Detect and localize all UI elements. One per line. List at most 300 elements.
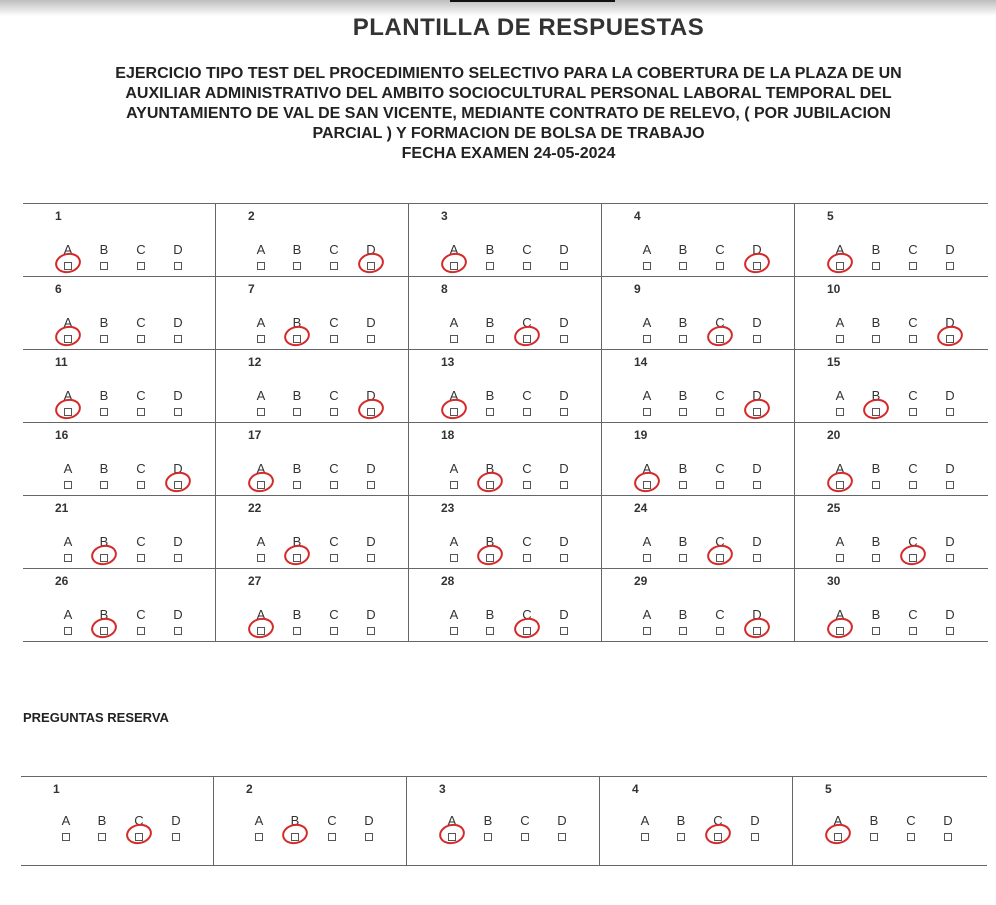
answer-checkbox[interactable] (293, 481, 301, 489)
option-letter: C (715, 534, 725, 549)
option-c (520, 608, 534, 635)
answer-checkbox[interactable] (946, 481, 954, 489)
answer-checkbox[interactable] (367, 335, 375, 343)
option-letter: B (871, 242, 881, 257)
option-c (713, 243, 727, 270)
option-letter: C (329, 242, 339, 257)
option-letter: C (329, 534, 339, 549)
answer-checkbox[interactable] (174, 554, 182, 562)
option-d (748, 814, 762, 841)
option-letter: D (366, 534, 376, 549)
answer-checkbox[interactable] (560, 481, 568, 489)
main-question-cell (795, 350, 988, 422)
question-number: 24 (634, 501, 648, 515)
option-a (640, 243, 654, 270)
answer-checkbox[interactable] (643, 408, 651, 416)
option-letter: A (835, 315, 845, 330)
answer-checkbox[interactable] (560, 408, 568, 416)
option-a (831, 814, 845, 841)
option-c (327, 243, 341, 270)
answer-mark-circle (356, 397, 386, 422)
option-letter: A (835, 607, 845, 622)
option-b (95, 814, 109, 841)
answer-checkbox[interactable] (137, 481, 145, 489)
option-c (325, 814, 339, 841)
option-letter: A (63, 461, 73, 476)
option-letter: A (63, 388, 73, 403)
option-b (867, 814, 881, 841)
answer-checkbox[interactable] (257, 262, 265, 270)
option-d (750, 608, 764, 635)
main-question-cell (216, 204, 409, 276)
question-number: 1 (55, 209, 62, 223)
option-a (833, 535, 847, 562)
answer-checkbox[interactable] (560, 262, 568, 270)
answer-mark-circle (823, 822, 853, 847)
answer-checkbox[interactable] (716, 627, 724, 635)
option-letter: B (292, 607, 302, 622)
option-letter: D (752, 242, 762, 257)
option-b (97, 608, 111, 635)
option-d (750, 462, 764, 489)
main-question-cell (409, 277, 602, 349)
answer-checkbox[interactable] (946, 627, 954, 635)
question-number: 28 (441, 574, 455, 588)
option-letter: A (254, 813, 264, 828)
option-letter: A (449, 534, 459, 549)
option-letter: B (292, 461, 302, 476)
answer-checkbox[interactable] (330, 627, 338, 635)
main-question-cell (23, 350, 216, 422)
option-letter: A (63, 607, 73, 622)
option-letter: D (559, 461, 569, 476)
option-letter: B (871, 388, 881, 403)
answer-checkbox[interactable] (450, 481, 458, 489)
question-number: 3 (439, 782, 446, 796)
answer-checkbox[interactable] (328, 833, 336, 841)
option-c (520, 535, 534, 562)
option-letter: C (329, 388, 339, 403)
answer-checkbox[interactable] (486, 262, 494, 270)
option-letter: B (485, 534, 495, 549)
answer-row (23, 423, 988, 496)
question-number: 8 (441, 282, 448, 296)
option-d (171, 316, 185, 343)
option-a (254, 608, 268, 635)
answer-checkbox[interactable] (293, 627, 301, 635)
option-c (134, 389, 148, 416)
option-letter: D (366, 242, 376, 257)
option-d (750, 389, 764, 416)
option-letter: A (835, 534, 845, 549)
answer-checkbox[interactable] (716, 481, 724, 489)
answer-row (23, 350, 988, 423)
option-letter: D (752, 607, 762, 622)
answer-checkbox[interactable] (679, 554, 687, 562)
option-letter: B (678, 315, 688, 330)
option-letter: B (871, 461, 881, 476)
option-letter: C (136, 461, 146, 476)
option-a (640, 462, 654, 489)
option-letter: A (835, 461, 845, 476)
option-b (676, 389, 690, 416)
option-letter: D (366, 388, 376, 403)
answer-checkbox[interactable] (641, 833, 649, 841)
answer-checkbox[interactable] (450, 335, 458, 343)
main-question-cell (795, 569, 988, 641)
option-a (833, 462, 847, 489)
answer-checkbox[interactable] (716, 408, 724, 416)
option-a (252, 814, 266, 841)
answer-checkbox[interactable] (872, 627, 880, 635)
option-d (750, 535, 764, 562)
answer-checkbox[interactable] (836, 335, 844, 343)
option-letter: C (520, 813, 530, 828)
option-a (833, 243, 847, 270)
answer-checkbox[interactable] (64, 627, 72, 635)
answer-checkbox[interactable] (716, 262, 724, 270)
answer-checkbox[interactable] (174, 262, 182, 270)
option-b (869, 389, 883, 416)
option-letter: B (292, 388, 302, 403)
answer-mark-circle (742, 616, 772, 641)
option-a (59, 814, 73, 841)
option-letter: D (945, 388, 955, 403)
question-number: 9 (634, 282, 641, 296)
option-letter: B (485, 388, 495, 403)
answer-checkbox[interactable] (330, 554, 338, 562)
answer-checkbox[interactable] (909, 627, 917, 635)
main-question-cell (23, 569, 216, 641)
answer-checkbox[interactable] (174, 627, 182, 635)
option-a (640, 316, 654, 343)
option-letter: D (752, 315, 762, 330)
main-question-cell (23, 496, 216, 568)
answer-checkbox[interactable] (907, 833, 915, 841)
answer-checkbox[interactable] (257, 554, 265, 562)
answer-checkbox[interactable] (909, 262, 917, 270)
answer-checkbox[interactable] (64, 554, 72, 562)
option-letter: C (522, 534, 532, 549)
option-a (61, 316, 75, 343)
option-b (481, 814, 495, 841)
option-letter: C (522, 242, 532, 257)
option-letter: D (750, 813, 760, 828)
answer-checkbox[interactable] (679, 627, 687, 635)
answer-checkbox[interactable] (523, 481, 531, 489)
answer-checkbox[interactable] (872, 554, 880, 562)
answer-checkbox[interactable] (367, 627, 375, 635)
answer-checkbox[interactable] (872, 481, 880, 489)
option-letter: D (943, 813, 953, 828)
exam-date: FECHA EXAMEN 24-05-2024 (401, 145, 616, 162)
answer-row (23, 569, 988, 642)
main-question-cell (216, 423, 409, 495)
option-letter: B (97, 813, 107, 828)
option-letter: D (173, 388, 183, 403)
answer-checkbox[interactable] (330, 262, 338, 270)
option-a (254, 316, 268, 343)
option-a (640, 608, 654, 635)
answer-mark-circle (53, 251, 83, 276)
option-letter: C (713, 813, 723, 828)
answer-checkbox[interactable] (330, 335, 338, 343)
answer-checkbox[interactable] (137, 335, 145, 343)
answer-checkbox[interactable] (365, 833, 373, 841)
option-c (327, 608, 341, 635)
answer-checkbox[interactable] (257, 335, 265, 343)
question-number: 4 (634, 209, 641, 223)
option-d (557, 243, 571, 270)
option-d (750, 243, 764, 270)
option-a (640, 535, 654, 562)
answer-mark-circle (89, 616, 119, 641)
option-letter: C (908, 242, 918, 257)
option-b (97, 316, 111, 343)
answer-checkbox[interactable] (174, 408, 182, 416)
answer-checkbox[interactable] (679, 335, 687, 343)
option-a (833, 316, 847, 343)
option-a (447, 608, 461, 635)
option-letter: A (256, 242, 266, 257)
answer-mark-circle (705, 543, 735, 568)
answer-mark-circle (632, 470, 662, 495)
answer-mark-circle (53, 397, 83, 422)
answer-checkbox[interactable] (100, 481, 108, 489)
subtitle-line: AUXILIAR ADMINISTRATIVO DEL AMBITO SOCIOCULTURAL PERSONAL LABORAL TEMPORAL DEL (125, 85, 892, 102)
option-letter: D (945, 607, 955, 622)
answer-checkbox[interactable] (751, 833, 759, 841)
answer-checkbox[interactable] (137, 408, 145, 416)
answer-checkbox[interactable] (330, 481, 338, 489)
option-b (676, 316, 690, 343)
option-letter: C (134, 813, 144, 828)
option-letter: A (63, 534, 73, 549)
option-letter: A (256, 388, 266, 403)
option-c (906, 316, 920, 343)
answer-checkbox[interactable] (679, 408, 687, 416)
answer-checkbox[interactable] (367, 554, 375, 562)
answer-mark-circle (437, 822, 467, 847)
answer-checkbox[interactable] (137, 554, 145, 562)
option-letter: B (678, 461, 688, 476)
answer-checkbox[interactable] (753, 335, 761, 343)
answer-mark-circle (742, 251, 772, 276)
answer-checkbox[interactable] (100, 408, 108, 416)
answer-mark-circle (898, 543, 928, 568)
answer-checkbox[interactable] (946, 554, 954, 562)
main-question-cell (602, 277, 795, 349)
answer-checkbox[interactable] (560, 554, 568, 562)
option-d (362, 814, 376, 841)
option-letter: B (678, 388, 688, 403)
answer-checkbox[interactable] (255, 833, 263, 841)
question-number: 16 (55, 428, 69, 442)
answer-checkbox[interactable] (679, 481, 687, 489)
answer-checkbox[interactable] (909, 408, 917, 416)
answer-row (23, 496, 988, 569)
option-letter: D (366, 461, 376, 476)
answer-mark-circle (246, 616, 276, 641)
answer-checkbox[interactable] (293, 262, 301, 270)
main-question-cell (409, 496, 602, 568)
option-letter: D (559, 388, 569, 403)
option-letter: B (99, 461, 109, 476)
answer-checkbox[interactable] (643, 554, 651, 562)
option-c (518, 814, 532, 841)
question-number: 15 (827, 355, 841, 369)
answer-checkbox[interactable] (137, 262, 145, 270)
option-letter: B (485, 242, 495, 257)
answer-checkbox[interactable] (486, 335, 494, 343)
option-d (171, 535, 185, 562)
answer-checkbox[interactable] (872, 335, 880, 343)
subtitle-line: AYUNTAMIENTO DE VAL DE SAN VICENTE, MEDIANTE CONTRATO DE RELEVO, ( POR JUBILACION (126, 105, 891, 122)
option-letter: D (366, 607, 376, 622)
answer-checkbox[interactable] (98, 833, 106, 841)
answer-checkbox[interactable] (486, 408, 494, 416)
option-letter: A (256, 534, 266, 549)
option-letter: C (136, 388, 146, 403)
question-number: 30 (827, 574, 841, 588)
option-letter: C (908, 315, 918, 330)
answer-checkbox[interactable] (753, 481, 761, 489)
option-letter: B (99, 388, 109, 403)
answer-checkbox[interactable] (521, 833, 529, 841)
option-letter: A (642, 534, 652, 549)
answer-checkbox[interactable] (523, 408, 531, 416)
option-d (943, 608, 957, 635)
option-a (447, 243, 461, 270)
answer-checkbox[interactable] (523, 262, 531, 270)
option-letter: D (752, 461, 762, 476)
answer-checkbox[interactable] (172, 833, 180, 841)
option-letter: A (642, 461, 652, 476)
answer-checkbox[interactable] (560, 335, 568, 343)
answer-checkbox[interactable] (944, 833, 952, 841)
question-number: 26 (55, 574, 69, 588)
answer-checkbox[interactable] (870, 833, 878, 841)
question-number: 5 (827, 209, 834, 223)
option-letter: B (678, 242, 688, 257)
answer-checkbox[interactable] (257, 408, 265, 416)
answer-checkbox[interactable] (450, 627, 458, 635)
option-letter: D (366, 315, 376, 330)
answer-checkbox[interactable] (677, 833, 685, 841)
option-d (364, 389, 378, 416)
option-letter: B (676, 813, 686, 828)
answer-mark-circle (861, 397, 891, 422)
answer-checkbox[interactable] (643, 335, 651, 343)
answer-checkbox[interactable] (486, 627, 494, 635)
option-letter: A (449, 388, 459, 403)
answer-checkbox[interactable] (450, 554, 458, 562)
option-letter: C (715, 607, 725, 622)
answer-checkbox[interactable] (367, 481, 375, 489)
option-c (327, 462, 341, 489)
option-letter: B (99, 315, 109, 330)
option-a (445, 814, 459, 841)
answer-checkbox[interactable] (100, 262, 108, 270)
answer-checkbox[interactable] (909, 335, 917, 343)
answer-checkbox[interactable] (558, 833, 566, 841)
option-letter: A (61, 813, 71, 828)
option-letter: C (715, 315, 725, 330)
answer-checkbox[interactable] (137, 627, 145, 635)
answer-mark-circle (935, 324, 965, 349)
answer-checkbox[interactable] (643, 627, 651, 635)
option-a (254, 243, 268, 270)
question-number: 27 (248, 574, 262, 588)
option-b (97, 462, 111, 489)
answer-checkbox[interactable] (100, 335, 108, 343)
option-c (520, 389, 534, 416)
answer-checkbox[interactable] (484, 833, 492, 841)
subtitle-line: PARCIAL ) Y FORMACION DE BOLSA DE TRABAJO (312, 125, 705, 142)
option-letter: A (256, 607, 266, 622)
answer-mark-circle (825, 470, 855, 495)
reserve-question-cell (600, 777, 793, 865)
answer-checkbox[interactable] (62, 833, 70, 841)
answer-checkbox[interactable] (679, 262, 687, 270)
option-b (676, 462, 690, 489)
option-d (364, 243, 378, 270)
question-number: 10 (827, 282, 841, 296)
answer-checkbox[interactable] (523, 554, 531, 562)
answer-checkbox[interactable] (872, 262, 880, 270)
main-question-cell (23, 277, 216, 349)
option-c (520, 462, 534, 489)
option-b (483, 243, 497, 270)
answer-checkbox[interactable] (909, 481, 917, 489)
option-letter: D (752, 534, 762, 549)
option-letter: B (292, 315, 302, 330)
answer-checkbox[interactable] (946, 408, 954, 416)
answer-checkbox[interactable] (330, 408, 338, 416)
option-b (97, 535, 111, 562)
option-letter: A (449, 242, 459, 257)
option-b (869, 316, 883, 343)
question-number: 17 (248, 428, 262, 442)
option-letter: C (715, 242, 725, 257)
option-c (713, 389, 727, 416)
question-number: 18 (441, 428, 455, 442)
question-number: 5 (825, 782, 832, 796)
answer-checkbox[interactable] (753, 554, 761, 562)
option-letter: C (715, 461, 725, 476)
option-letter: B (290, 813, 300, 828)
question-number: 20 (827, 428, 841, 442)
option-letter: B (99, 534, 109, 549)
answer-checkbox[interactable] (174, 335, 182, 343)
answer-checkbox[interactable] (836, 408, 844, 416)
option-d (171, 462, 185, 489)
option-d (943, 462, 957, 489)
answer-checkbox[interactable] (836, 554, 844, 562)
answer-checkbox[interactable] (560, 627, 568, 635)
answer-mark-circle (124, 822, 154, 847)
answer-checkbox[interactable] (293, 408, 301, 416)
answer-checkbox[interactable] (643, 262, 651, 270)
answer-checkbox[interactable] (946, 262, 954, 270)
answer-checkbox[interactable] (64, 481, 72, 489)
option-a (61, 462, 75, 489)
scan-top-mark (450, 0, 615, 2)
main-question-cell (602, 350, 795, 422)
option-a (638, 814, 652, 841)
option-a (61, 243, 75, 270)
option-c (713, 316, 727, 343)
